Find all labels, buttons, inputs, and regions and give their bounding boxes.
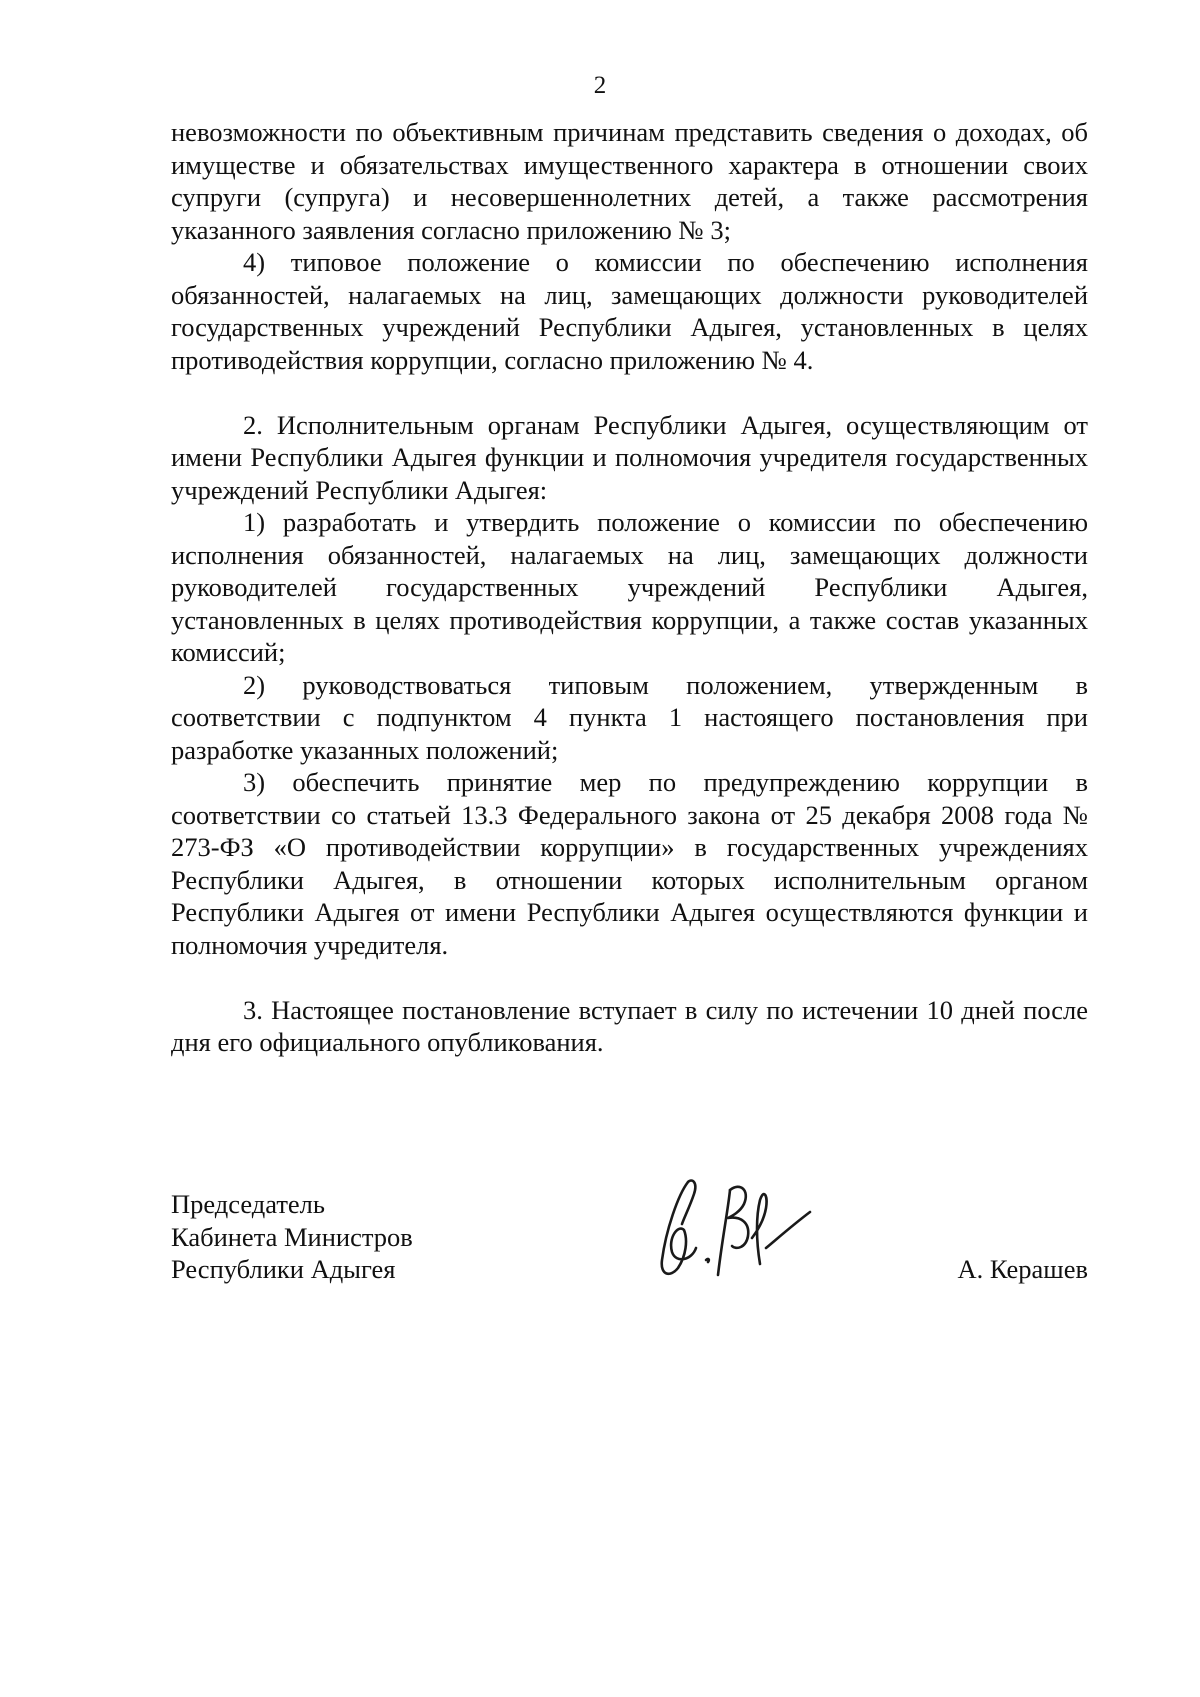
paragraph-section-2-item-3: 3) обеспечить принятие мер по предупреждению коррупции в соответствии со статьей 13.3 Федерального закона от 25 декабря 2008 года № 273-ФЗ «О противодействии коррупции» в государственных учреждениях Республики Адыгея, в отношении которых исполнительным органом Республики Адыгея от имени Республики Адыгея осуществляются функции и полномочия учредителя. [171,767,1088,960]
signatory-title-line: Кабинета Министров [171,1221,413,1252]
signatory-title [171,1188,413,1286]
paragraph-item-4: 4) типовое положение о комиссии по обеспечению исполнения обязанностей, налагаемых на лиц, замещающих должности руководителей государственных учреждений Республики Адыгея, установленных в целях противодействия коррупции, согласно приложению № 4. [171,247,1088,375]
handwritten-signature [648,1160,828,1290]
paragraph-section-3: 3. Настоящее постановление вступает в силу по истечении 10 дней после дня его официального опубликования. [171,994,1088,1057]
paragraph-section-2-item-2: 2) руководствоваться типовым положением, утвержденным в соответствии с подпунктом 4 пункта 1 настоящего постановления при разработке указанных положений; [171,669,1088,765]
signatory-title-line: Председатель [171,1189,325,1219]
paragraph-continuation: невозможности по объективным причинам представить сведения о доходах, об имуществе и обязательствах имущественного характера в отношении своих супруги (супруга) и несовершеннолетних детей, а также рассмотрения указанного заявления согласно приложению № 3; [171,117,1088,245]
page-number: 2 [593,72,607,99]
document-body [171,116,1088,1059]
signatory-title-line: Республики Адыгея [171,1254,396,1284]
paragraph-section-2-item-1: 1) разработать и утвердить положение о комиссии по обеспечению исполнения обязанностей, налагаемых на лиц, замещающих должности руководителей государственных учреждений Республики Адыгея, установленных в целях противодействия коррупции, а также состав указанных комиссий; [171,507,1088,667]
paragraph-section-2: 2. Исполнительным органам Республики Адыгея, осуществляющим от имени Республики Адыгея функции и полномочия учредителя государственных учреждений Республики Адыгея: [171,409,1088,505]
signatory-name: А. Керашев [957,1254,1088,1284]
